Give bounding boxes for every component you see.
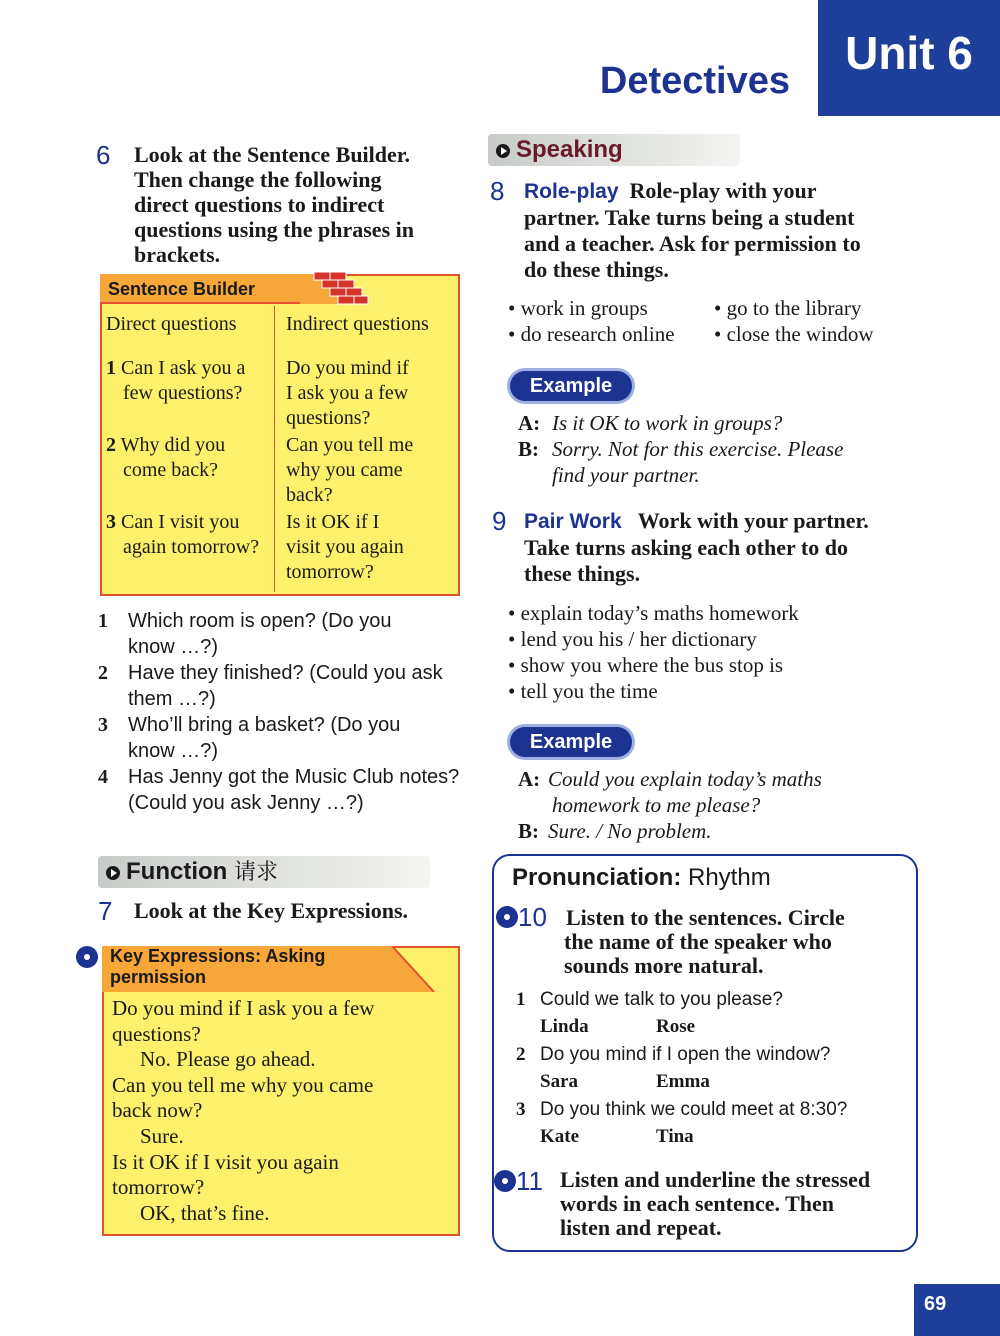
item-line: Has Jenny got the Music Club notes? bbox=[128, 766, 460, 788]
function-section-header bbox=[98, 856, 430, 888]
sb-indirect-line: questions? bbox=[286, 407, 371, 429]
question-8-instruction bbox=[524, 178, 904, 283]
sb-indirect-line: visit you again bbox=[286, 536, 404, 558]
ke-title-line: Key Expressions: Asking bbox=[110, 946, 326, 966]
question-6-number: 6 bbox=[96, 140, 111, 170]
item-line: them …?) bbox=[128, 688, 216, 710]
sb-indirect-line: I ask you a few bbox=[286, 382, 409, 404]
bullet-item: go to the library bbox=[726, 296, 862, 320]
sb-indirect-line: Do you mind if bbox=[286, 357, 409, 379]
q6-line: Then change the following bbox=[134, 167, 382, 192]
unit-label: Unit 6 bbox=[845, 27, 973, 79]
sb-row-1-indirect bbox=[286, 356, 454, 431]
question-10-instruction bbox=[564, 906, 845, 978]
sb-direct-line: again tomorrow? bbox=[123, 536, 260, 558]
sb-indirect-line: Can you tell me bbox=[286, 434, 414, 456]
col-header-direct: Direct questions bbox=[106, 313, 237, 335]
sb-direct-line: few questions? bbox=[123, 382, 243, 404]
sb-direct-line: come back? bbox=[123, 459, 218, 481]
item-number: 3 bbox=[98, 714, 108, 736]
q11-line: listen and repeat. bbox=[560, 1215, 722, 1240]
ke-response: OK, that’s fine. bbox=[140, 1200, 270, 1225]
list-item bbox=[98, 764, 468, 816]
sentence-builder-title: Sentence Builder bbox=[100, 274, 318, 304]
sb-row-2-direct bbox=[106, 433, 271, 483]
sb-row-number: 1 bbox=[106, 357, 116, 379]
example-badge: Example bbox=[510, 727, 632, 757]
sb-row-number: 2 bbox=[106, 434, 116, 456]
audio-cd-icon[interactable] bbox=[496, 906, 518, 933]
speaker-choices bbox=[516, 1123, 906, 1151]
speaking-label: Speaking bbox=[516, 136, 623, 163]
speaking-section-header bbox=[488, 134, 740, 166]
q8-line: Role-play with your bbox=[629, 178, 817, 203]
question-10-number: 10 bbox=[518, 902, 547, 932]
pronunciation-title bbox=[512, 864, 771, 892]
play-bullet-icon bbox=[106, 866, 120, 880]
bullet-item: work in groups bbox=[520, 296, 648, 320]
q8-bullets-left: • work in groups • do research online bbox=[508, 296, 675, 346]
bullet-item: explain today’s maths homework bbox=[520, 601, 799, 625]
dialog-line: Is it OK to work in groups? bbox=[552, 411, 783, 435]
item-number: 3 bbox=[516, 1098, 526, 1120]
q6-exercise-list bbox=[98, 608, 468, 816]
q6-line: direct questions to indirect bbox=[134, 192, 385, 217]
speaker-choices bbox=[516, 1013, 906, 1041]
bullet-item: show you where the bus stop is bbox=[520, 653, 784, 677]
q8-line: partner. Take turns being a student bbox=[524, 205, 855, 230]
item-number: 4 bbox=[98, 766, 108, 788]
sb-indirect-line: back? bbox=[286, 484, 333, 506]
pronunciation-title-bold: Pronunciation: bbox=[512, 864, 682, 891]
role-play-label: Role-play bbox=[524, 180, 619, 203]
sb-direct-line: Can I ask you a bbox=[121, 357, 246, 379]
list-item bbox=[98, 660, 468, 712]
pron-sentence: Do you think we could meet at 8:30? bbox=[540, 1098, 848, 1120]
function-label: Function bbox=[126, 858, 228, 885]
q10-line: Listen to the sentences. Circle bbox=[566, 905, 845, 930]
item-number: 1 bbox=[516, 988, 526, 1010]
item-line: know …?) bbox=[128, 740, 219, 762]
key-expressions-body bbox=[112, 996, 374, 1226]
speaker-option[interactable]: Tina bbox=[656, 1126, 694, 1147]
dialog-line: homework to me please? bbox=[552, 793, 761, 817]
item-number: 2 bbox=[516, 1043, 526, 1065]
q11-line: Listen and underline the stressed bbox=[560, 1167, 871, 1192]
pronunciation-items bbox=[516, 986, 906, 1151]
sb-indirect-line: tomorrow? bbox=[286, 561, 374, 583]
sb-row-3-direct bbox=[106, 510, 276, 560]
ke-title-line: permission bbox=[110, 967, 207, 987]
q8-line: do these things. bbox=[524, 257, 669, 282]
question-9-instruction bbox=[524, 508, 904, 587]
item-line: Who’ll bring a basket? (Do you bbox=[128, 714, 401, 736]
speaker-option[interactable]: Kate bbox=[540, 1126, 580, 1147]
sb-direct-line: Can I visit you bbox=[121, 511, 240, 533]
bullet-item: do research online bbox=[520, 322, 675, 346]
function-chinese-label: 请求 bbox=[233, 859, 278, 884]
q9-line: these things. bbox=[524, 561, 641, 586]
page-title: Detectives bbox=[599, 60, 790, 102]
q6-line: Look at the Sentence Builder. bbox=[134, 142, 411, 167]
question-6-instruction bbox=[134, 142, 464, 267]
ke-response: No. Please go ahead. bbox=[140, 1047, 316, 1072]
item-line: (Could you ask Jenny …?) bbox=[128, 792, 364, 814]
bullet-item: close the window bbox=[726, 322, 874, 346]
q8-line: and a teacher. Ask for permission to bbox=[524, 231, 861, 256]
q9-line: Work with your partner. bbox=[637, 508, 869, 533]
question-9-number: 9 bbox=[492, 506, 507, 536]
ke-line: tomorrow? bbox=[112, 1175, 205, 1200]
dialog-line: Could you explain today’s maths bbox=[548, 767, 822, 791]
q8-example-dialog bbox=[518, 410, 898, 488]
page-number: 69 bbox=[914, 1284, 1000, 1336]
pron-sentence: Do you mind if I open the window? bbox=[540, 1043, 831, 1065]
speaker-option[interactable]: Sara bbox=[540, 1071, 578, 1092]
sb-row-number: 3 bbox=[106, 511, 116, 533]
question-11-instruction bbox=[560, 1168, 870, 1240]
dialog-line: find your partner. bbox=[552, 463, 700, 487]
ke-line: Is it OK if I visit you again bbox=[112, 1149, 339, 1174]
dialog-line: Sorry. Not for this exercise. Please bbox=[552, 437, 844, 461]
pronunciation-title-rest: Rhythm bbox=[688, 864, 771, 891]
sb-row-1-direct bbox=[106, 356, 271, 406]
ke-response: Sure. bbox=[140, 1123, 184, 1148]
dialog-line: Sure. / No problem. bbox=[548, 819, 712, 843]
q8-bullets-right: • go to the library • close the window bbox=[714, 296, 874, 346]
col-header-indirect: Indirect questions bbox=[286, 313, 429, 335]
brick-wall-icon bbox=[300, 270, 370, 306]
example-badge: Example bbox=[510, 371, 632, 401]
pron-sentence: Could we talk to you please? bbox=[540, 988, 783, 1010]
speaker-option[interactable]: Linda bbox=[540, 1016, 589, 1037]
sb-indirect-line: why you came bbox=[286, 459, 403, 481]
speaker-label: A: bbox=[518, 767, 541, 791]
unit-badge bbox=[818, 0, 1000, 116]
speaker-label: B: bbox=[518, 437, 539, 461]
q9-example-dialog bbox=[518, 766, 898, 844]
q9-line: Take turns asking each other to do bbox=[524, 535, 848, 560]
ke-line: questions? bbox=[112, 1021, 201, 1046]
ke-line: Do you mind if I ask you a few bbox=[112, 996, 375, 1020]
audio-cd-icon[interactable] bbox=[494, 1170, 516, 1197]
bullet-item: lend you his / her dictionary bbox=[520, 627, 757, 651]
sb-row-3-indirect bbox=[286, 510, 454, 585]
speaker-label: A: bbox=[518, 411, 541, 435]
sb-direct-line: Why did you bbox=[120, 434, 226, 456]
q10-line: the name of the speaker who bbox=[564, 929, 832, 954]
list-item bbox=[98, 608, 468, 660]
list-item bbox=[516, 1041, 906, 1068]
q10-line: sounds more natural. bbox=[564, 953, 764, 978]
list-item bbox=[516, 1096, 906, 1123]
key-expressions-title bbox=[110, 946, 325, 988]
q9-bullets: • explain today’s maths homework • lend you his / her dictionary • show you where the bus stop is • tell you the time bbox=[508, 601, 799, 703]
q11-line: words in each sentence. Then bbox=[560, 1191, 834, 1216]
speaker-option[interactable]: Emma bbox=[656, 1071, 710, 1092]
ke-line: Can you tell me why you came bbox=[112, 1072, 374, 1097]
ke-line: back now? bbox=[112, 1098, 203, 1123]
speaker-label: B: bbox=[518, 819, 539, 843]
item-number: 1 bbox=[98, 610, 108, 632]
question-8-number: 8 bbox=[490, 176, 505, 206]
item-line: Have they finished? (Could you ask bbox=[128, 662, 443, 684]
question-11-number: 11 bbox=[516, 1166, 543, 1196]
sb-row-2-indirect bbox=[286, 433, 454, 508]
bullet-item: tell you the time bbox=[520, 679, 658, 703]
speaker-option[interactable]: Rose bbox=[656, 1016, 696, 1037]
q6-line: brackets. bbox=[134, 242, 221, 267]
audio-cd-icon[interactable] bbox=[76, 946, 98, 973]
list-item bbox=[98, 712, 468, 764]
list-item bbox=[516, 986, 906, 1013]
item-line: know …?) bbox=[128, 636, 219, 658]
speaker-choices bbox=[516, 1068, 906, 1096]
question-7-number: 7 bbox=[98, 896, 113, 926]
pair-work-label: Pair Work bbox=[524, 510, 622, 533]
item-number: 2 bbox=[98, 662, 108, 684]
q6-line: questions using the phrases in bbox=[134, 217, 414, 242]
item-line: Which room is open? (Do you bbox=[128, 610, 392, 632]
play-bullet-icon bbox=[496, 144, 510, 158]
question-7-instruction: Look at the Key Expressions. bbox=[134, 898, 409, 923]
sb-indirect-line: Is it OK if I bbox=[286, 511, 380, 533]
